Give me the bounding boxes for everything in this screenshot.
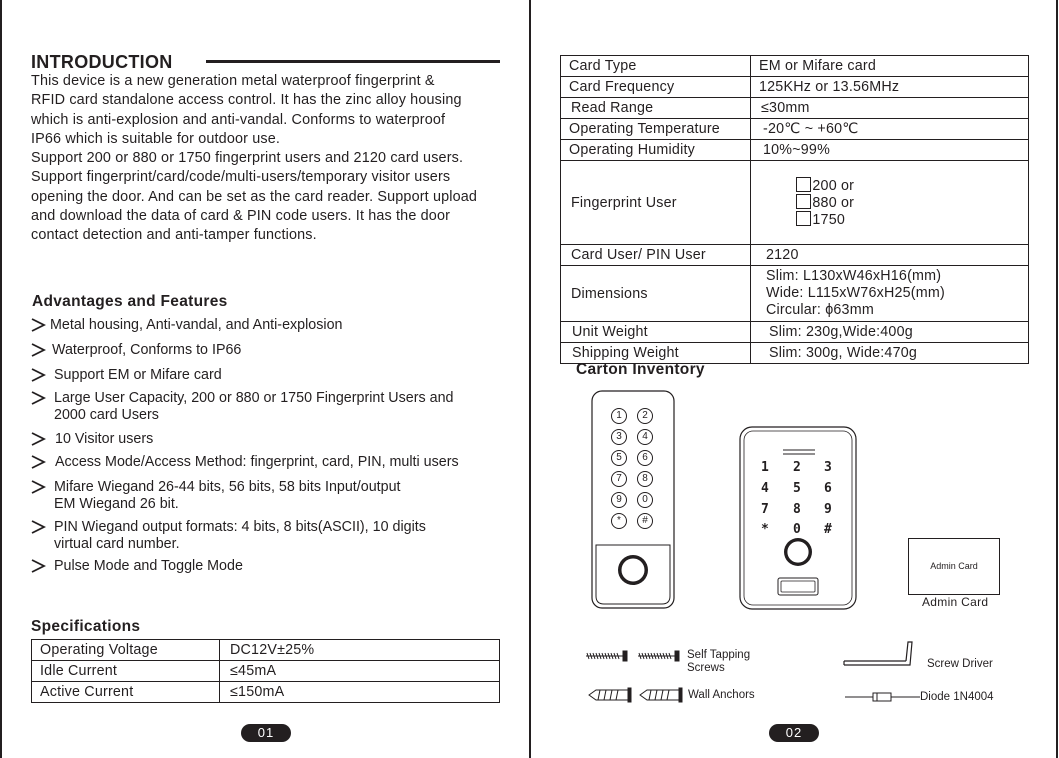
table-row — [561, 140, 1029, 161]
keypad-key: 7 — [611, 471, 627, 487]
keypad-key: 9 — [611, 492, 627, 508]
keypad-key: 8 — [637, 471, 653, 487]
table-row — [561, 245, 1029, 266]
keypad-key: # — [637, 513, 653, 529]
checkbox-icon — [796, 194, 811, 209]
arrow-icon — [30, 455, 46, 469]
feature-text: Waterproof, Conforms to IP66 — [52, 342, 242, 358]
feature-item — [30, 431, 520, 448]
spec-value: -20℃ ~ +60℃ — [751, 119, 1029, 140]
keypad-key: # — [824, 522, 832, 537]
intro-line: which is anti-explosion and anti-vandal. Conforms to waterproof — [31, 111, 446, 128]
keypad-key: 4 — [761, 481, 769, 496]
slim-reader-outline-icon — [591, 390, 675, 609]
spec-value: 10%~99% — [751, 140, 1029, 161]
table-row — [561, 119, 1029, 140]
spec-label: Read Range — [561, 98, 751, 119]
intro-title: INTRODUCTION — [31, 52, 173, 72]
features-title: Advantages and Features — [32, 293, 228, 310]
spec-value: 2120 — [751, 245, 1029, 266]
keypad-key: 2 — [793, 460, 801, 475]
intro-line: Support fingerprint/card/code/multi-users/temporary visitor users — [31, 169, 451, 186]
intro-title-rule — [206, 60, 500, 63]
spec-label: Dimensions — [561, 266, 751, 322]
table-row — [561, 56, 1029, 77]
keypad-key: 3 — [611, 429, 627, 445]
arrow-icon — [30, 318, 46, 332]
keypad-key: * — [611, 513, 627, 529]
table-row — [561, 98, 1029, 119]
intro-line: IP66 which is suitable for outdoor use. — [31, 130, 281, 147]
spec-value: EM or Mifare card — [751, 56, 1029, 77]
keypad-key: 1 — [761, 460, 769, 475]
diode-label: Diode 1N4004 — [920, 691, 994, 703]
screws-label: Self Tapping Screws — [687, 649, 751, 674]
spec-value: ≤30mm — [751, 98, 1029, 119]
arrow-icon — [30, 368, 46, 382]
admin-card-caption: Admin Card — [922, 595, 989, 609]
keypad-key: 3 — [824, 460, 832, 475]
table-row — [32, 661, 500, 682]
arrow-icon — [30, 432, 46, 446]
intro-line: contact detection and anti-tamper functions. — [31, 227, 317, 244]
spec-value: Slim: 230g,Wide:400g — [751, 322, 1029, 343]
spec-value: Slim: 300g, Wide:470g — [751, 343, 1029, 364]
spec-label: Operating Humidity — [561, 140, 751, 161]
page-divider — [529, 0, 531, 758]
feature-text: Support EM or Mifare card — [54, 367, 222, 383]
table-row — [32, 640, 500, 661]
keypad-key: 0 — [793, 522, 801, 537]
intro-line: Support 200 or 880 or 1750 fingerprint users and 2120 card users. — [31, 150, 464, 167]
page-number-badge: 02 — [769, 724, 819, 742]
wall-anchors-label: Wall Anchors — [688, 689, 755, 701]
keypad-key: 8 — [793, 502, 801, 517]
spec-label: Shipping Weight — [561, 343, 751, 364]
feature-text: Mifare Wiegand 26-44 bits, 56 bits, 58 bits Input/output EM Wiegand 26 bit. — [54, 479, 401, 512]
diode-icon — [845, 691, 920, 703]
keypad-key: 6 — [824, 481, 832, 496]
checkbox-icon — [796, 177, 811, 192]
feature-item — [30, 390, 520, 423]
fingerprint-option: 880 or — [812, 195, 855, 211]
spec-value: Slim: L130xW46xH16(mm) Wide: L115xW76xH25(mm) Circular: ϕ63mm — [751, 266, 1029, 322]
slim-reader-illustration — [591, 390, 675, 609]
feature-item — [30, 558, 520, 575]
arrow-icon — [30, 559, 46, 573]
spec-label: Unit Weight — [561, 322, 751, 343]
table-row — [561, 161, 1029, 245]
keypad-key: 5 — [611, 450, 627, 466]
keypad-key: 4 — [637, 429, 653, 445]
specifications-title: Specifications — [31, 618, 141, 635]
checkbox-icon — [796, 211, 811, 226]
wide-reader-outline-icon — [739, 426, 857, 610]
spec-table-page1 — [31, 639, 500, 703]
intro-line: and download the data of card & PIN code users. It has the door — [31, 208, 451, 225]
spec-value: 125KHz or 13.56MHz — [751, 77, 1029, 98]
spec-table-page2 — [560, 55, 1029, 364]
keypad-key: 7 — [761, 502, 769, 517]
table-row — [561, 322, 1029, 343]
right-page-border — [1056, 0, 1058, 758]
spec-value: DC12V±25% — [220, 640, 500, 661]
spec-label: Card Frequency — [561, 77, 751, 98]
admin-card-face-text: Admin Card — [930, 561, 978, 571]
keypad-key: 1 — [611, 408, 627, 424]
feature-text: Large User Capacity, 200 or 880 or 1750 Fingerprint Users and 2000 card Users — [54, 390, 454, 423]
table-row — [32, 682, 500, 703]
keypad-key: 0 — [637, 492, 653, 508]
feature-item — [30, 519, 520, 552]
keypad-key: * — [761, 522, 769, 537]
screws-icon — [585, 650, 685, 662]
keypad-key: 9 — [824, 502, 832, 517]
keypad-key: 5 — [793, 481, 801, 496]
feature-item — [30, 479, 520, 512]
intro-paragraph — [31, 72, 526, 246]
fingerprint-option: 200 or — [812, 178, 855, 194]
spec-value: ≤45mA — [220, 661, 500, 682]
screwdriver-icon — [842, 640, 922, 670]
arrow-icon — [30, 520, 46, 534]
feature-item — [30, 367, 520, 384]
arrow-icon — [30, 391, 46, 405]
intro-line: RFID card standalone access control. It has the zinc alloy housing — [31, 92, 462, 109]
keypad-key: 6 — [637, 450, 653, 466]
spec-label: Operating Temperature — [561, 119, 751, 140]
spec-label: Card Type — [561, 56, 751, 77]
feature-text: 10 Visitor users — [55, 431, 154, 447]
feature-item — [30, 454, 520, 471]
spec-label: Fingerprint User — [561, 161, 751, 245]
carton-inventory-title: Carton Inventory — [576, 361, 705, 378]
table-row — [561, 266, 1029, 322]
spec-label: Idle Current — [32, 661, 220, 682]
screwdriver-label: Screw Driver — [927, 658, 993, 670]
feature-item — [30, 342, 520, 359]
arrow-icon — [30, 343, 46, 357]
keypad-key: 2 — [637, 408, 653, 424]
intro-line: This device is a new generation metal waterproof fingerprint & — [31, 73, 435, 89]
spec-label: Card User/ PIN User — [561, 245, 751, 266]
table-row — [561, 77, 1029, 98]
wide-reader-illustration — [739, 426, 857, 610]
fingerprint-option: 1750 — [812, 212, 845, 228]
spec-label: Active Current — [32, 682, 220, 703]
left-page-border — [0, 0, 2, 758]
feature-item — [30, 317, 520, 334]
admin-card-illustration — [908, 538, 1000, 595]
wall-anchors-icon — [588, 687, 686, 703]
feature-text: Pulse Mode and Toggle Mode — [54, 558, 243, 574]
arrow-icon — [30, 480, 46, 494]
spec-value: ≤150mA — [220, 682, 500, 703]
feature-text: Metal housing, Anti-vandal, and Anti-explosion — [50, 317, 343, 333]
feature-text: PIN Wiegand output formats: 4 bits, 8 bits(ASCII), 10 digits virtual card number. — [54, 519, 426, 552]
intro-line: opening the door. And can be set as the card reader. Support upload — [31, 188, 478, 205]
spec-value-fingerprint — [751, 161, 1029, 245]
page-number-badge: 01 — [241, 724, 291, 742]
feature-text: Access Mode/Access Method: fingerprint, card, PIN, multi users — [55, 454, 459, 470]
spec-label: Operating Voltage — [32, 640, 220, 661]
